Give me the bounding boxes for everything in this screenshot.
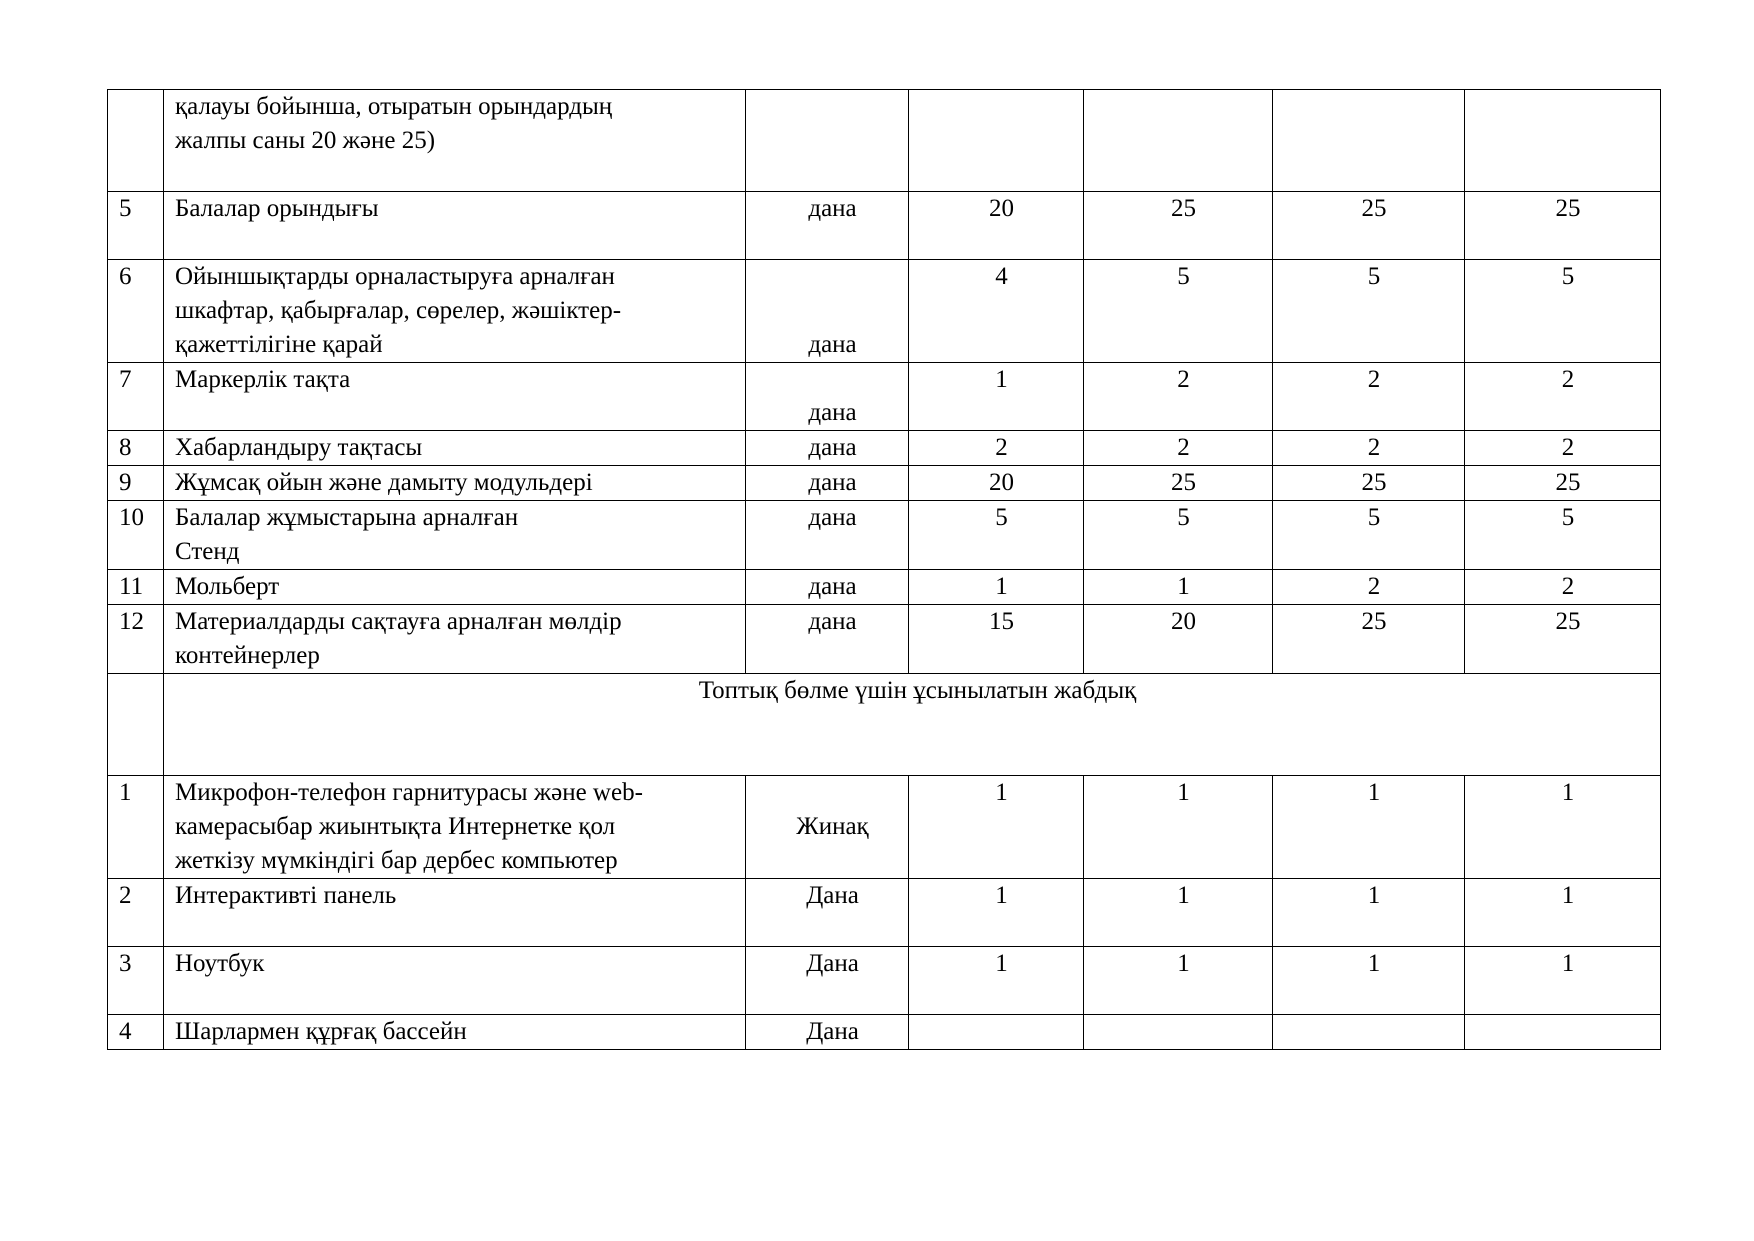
item-name-line: Маркерлік тақта: [175, 366, 351, 393]
unit-cell: [746, 90, 909, 192]
row-number-cell: 10: [108, 501, 164, 570]
value-cell: 5: [1465, 260, 1661, 363]
row-number-cell: 6: [108, 260, 164, 363]
table-row: [108, 1015, 1661, 1050]
value-cell: 2: [1273, 570, 1465, 605]
value-cell: 1: [1273, 776, 1465, 879]
item-name-line: Интерактивті панель: [175, 882, 397, 909]
value-cell: 2: [1273, 363, 1465, 431]
unit-cell: дана: [746, 431, 909, 466]
unit-cell: дана: [746, 260, 909, 363]
item-name-line: Шарлармен құрғақ бассейн: [175, 1018, 467, 1045]
table-row: [108, 947, 1661, 1015]
table-row: [108, 260, 1661, 363]
value-cell: 1: [1084, 776, 1273, 879]
value-cell: 1: [1465, 879, 1661, 947]
value-cell: [909, 90, 1084, 192]
value-cell: 1: [1084, 879, 1273, 947]
value-cell: 25: [1465, 605, 1661, 674]
row-number-cell: [108, 674, 164, 776]
value-cell: 2: [1273, 431, 1465, 466]
item-name-line: шкафтар, қабырғалар, сөрелер, жәшіктер-: [175, 297, 622, 324]
unit-cell: Дана: [746, 879, 909, 947]
value-cell: 2: [1465, 431, 1661, 466]
row-number-cell: 5: [108, 192, 164, 260]
table-row: [108, 605, 1661, 674]
row-number-cell: 1: [108, 776, 164, 879]
row-number-cell: [108, 90, 164, 192]
unit-cell: дана: [746, 363, 909, 431]
value-cell: 5: [1273, 501, 1465, 570]
value-cell: 2: [909, 431, 1084, 466]
table-row: [108, 879, 1661, 947]
value-cell: 1: [909, 570, 1084, 605]
value-cell: [1084, 90, 1273, 192]
item-name-line: Балалар орындығы: [175, 195, 379, 222]
value-cell: 5: [1273, 260, 1465, 363]
table-row: [108, 570, 1661, 605]
value-cell: 25: [1273, 605, 1465, 674]
item-name-line: Материалдарды сақтауға арналған мөлдір: [175, 608, 622, 635]
table-row: [108, 776, 1661, 879]
value-cell: [1084, 1015, 1273, 1050]
item-name-line: Ноутбук: [175, 950, 265, 977]
item-name-line: қалауы бойынша, отыратын орындардың: [175, 93, 613, 120]
unit-cell: Дана: [746, 947, 909, 1015]
table-row: [108, 363, 1661, 431]
unit-cell: Дана: [746, 1015, 909, 1050]
item-name-cell: [164, 431, 746, 466]
item-name-cell: [164, 947, 746, 1015]
table-row: [108, 431, 1661, 466]
item-name-line: Мольберт: [175, 573, 280, 600]
value-cell: 25: [1465, 466, 1661, 501]
row-number-cell: 2: [108, 879, 164, 947]
value-cell: 1: [1273, 879, 1465, 947]
item-name-line: жалпы саны 20 және 25): [175, 127, 436, 154]
value-cell: 1: [909, 363, 1084, 431]
table-row: [108, 466, 1661, 501]
row-number-cell: 8: [108, 431, 164, 466]
row-number-cell: 3: [108, 947, 164, 1015]
value-cell: 1: [1465, 776, 1661, 879]
item-name-cell: [164, 363, 746, 431]
item-name-line: Балалар жұмыстарына арналған: [175, 504, 519, 531]
value-cell: 1: [1465, 947, 1661, 1015]
value-cell: [1465, 90, 1661, 192]
table-row: [108, 192, 1661, 260]
value-cell: 2: [1465, 570, 1661, 605]
value-cell: 2: [1084, 363, 1273, 431]
item-name-cell: [164, 1015, 746, 1050]
value-cell: 25: [1084, 192, 1273, 260]
value-cell: [909, 1015, 1084, 1050]
item-name-line: жеткізу мүмкіндігі бар дербес компьютер: [175, 847, 618, 874]
value-cell: 25: [1465, 192, 1661, 260]
value-cell: 20: [909, 466, 1084, 501]
item-name-cell: [164, 466, 746, 501]
item-name-cell: [164, 192, 746, 260]
item-name-line: Микрофон-телефон гарнитурасы және web-: [175, 779, 643, 806]
value-cell: 2: [1465, 363, 1661, 431]
table-row: [108, 90, 1661, 192]
item-name-line: Жұмсақ ойын және дамыту модульдері: [175, 469, 593, 496]
value-cell: [1273, 1015, 1465, 1050]
table-row: [108, 501, 1661, 570]
value-cell: 1: [909, 947, 1084, 1015]
unit-cell: дана: [746, 192, 909, 260]
row-number-cell: 11: [108, 570, 164, 605]
item-name-cell: [164, 570, 746, 605]
item-name-line: контейнерлер: [175, 642, 320, 669]
item-name-cell: [164, 501, 746, 570]
value-cell: 1: [909, 776, 1084, 879]
value-cell: 5: [1084, 501, 1273, 570]
value-cell: 5: [909, 501, 1084, 570]
value-cell: 1: [1084, 947, 1273, 1015]
section-header-row: [108, 674, 1661, 776]
item-name-cell: [164, 260, 746, 363]
equipment-table: [107, 89, 1661, 1050]
section-title: Топтық бөлме үшін ұсынылатын жабдық: [164, 674, 1661, 776]
item-name-line: Стенд: [175, 538, 240, 565]
value-cell: [1465, 1015, 1661, 1050]
value-cell: 4: [909, 260, 1084, 363]
unit-cell: дана: [746, 466, 909, 501]
unit-cell: дана: [746, 501, 909, 570]
item-name-line: камерасыбар жиынтықта Интернетке қол: [175, 813, 616, 840]
value-cell: 25: [1084, 466, 1273, 501]
item-name-cell: [164, 90, 746, 192]
value-cell: 15: [909, 605, 1084, 674]
unit-cell: дана: [746, 605, 909, 674]
value-cell: [1273, 90, 1465, 192]
item-name-line: қажеттілігіне қарай: [175, 331, 383, 358]
row-number-cell: 9: [108, 466, 164, 501]
value-cell: 20: [1084, 605, 1273, 674]
unit-cell: дана: [746, 570, 909, 605]
item-name-cell: [164, 879, 746, 947]
value-cell: 2: [1084, 431, 1273, 466]
value-cell: 1: [909, 879, 1084, 947]
item-name-line: Ойыншықтарды орналастыруға арналған: [175, 263, 615, 290]
item-name-cell: [164, 605, 746, 674]
value-cell: 25: [1273, 192, 1465, 260]
row-number-cell: 4: [108, 1015, 164, 1050]
row-number-cell: 7: [108, 363, 164, 431]
value-cell: 1: [1273, 947, 1465, 1015]
value-cell: 5: [1465, 501, 1661, 570]
value-cell: 5: [1084, 260, 1273, 363]
row-number-cell: 12: [108, 605, 164, 674]
item-name-cell: [164, 776, 746, 879]
value-cell: 1: [1084, 570, 1273, 605]
unit-cell: Жинақ: [746, 776, 909, 879]
value-cell: 25: [1273, 466, 1465, 501]
value-cell: 20: [909, 192, 1084, 260]
item-name-line: Хабарландыру тақтасы: [175, 434, 423, 461]
